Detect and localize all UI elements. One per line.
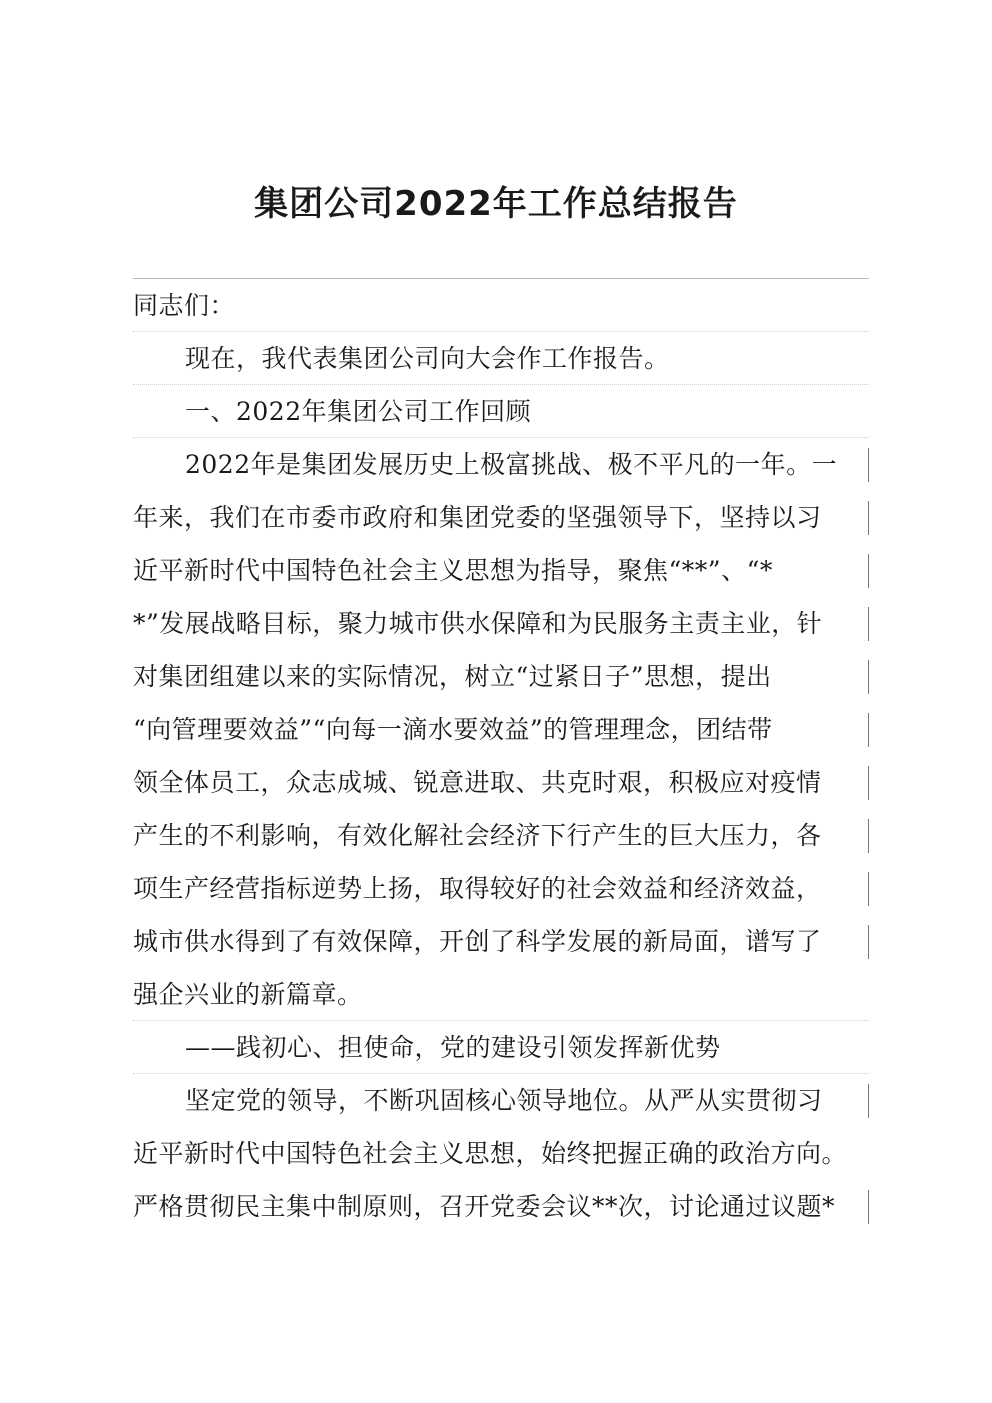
paragraph-line: 领全体员工，众志成城、锐意进取、共克时艰，积极应对疫情	[133, 756, 869, 809]
paragraph-line: 近平新时代中国特色社会主义思想，始终把握正确的政治方向。	[133, 1139, 848, 1168]
document-title: 集团公司2022年工作总结报告	[254, 184, 738, 224]
section-heading: 一、2022年集团公司工作回顾	[133, 385, 869, 438]
subsection-heading: ——践初心、担使命，党的建设引领发挥新优势	[133, 1021, 869, 1074]
paragraph-line: “向管理要效益”“向每一滴水要效益”的管理理念，团结带	[133, 703, 869, 756]
paragraph-line: 产生的不利影响，有效化解社会经济下行产生的巨大压力，各	[133, 809, 869, 862]
paragraph-line: 严格贯彻民主集中制原则，召开党委会议**次，讨论通过议题*	[133, 1180, 869, 1233]
paragraph-line: 年来，我们在市委市政府和集团党委的坚强领导下，坚持以习	[133, 491, 869, 544]
intro-line: 现在，我代表集团公司向大会作工作报告。	[133, 332, 869, 385]
paragraph-line: 2022年是集团发展历史上极富挑战、极不平凡的一年。一	[133, 438, 869, 491]
salutation-line: 同志们：	[133, 279, 869, 332]
paragraph-line: 近平新时代中国特色社会主义思想为指导，聚焦“**”、“*	[133, 544, 869, 597]
paragraph-line: *”发展战略目标，聚力城市供水保障和为民服务主责主业，针	[133, 597, 869, 650]
paragraph-line: 坚定党的领导，不断巩固核心领导地位。从严从实贯彻习	[133, 1074, 869, 1127]
paragraph-line: 对集团组建以来的实际情况，树立“过紧日子”思想，提出	[133, 650, 869, 703]
document-body	[133, 278, 869, 1233]
paragraph-line: 项生产经营指标逆势上扬，取得较好的社会效益和经济效益，	[133, 862, 869, 915]
paragraph-line: 城市供水得到了有效保障，开创了科学发展的新局面，谱写了	[133, 915, 869, 968]
paragraph-line: 强企兴业的新篇章。	[133, 968, 869, 1021]
